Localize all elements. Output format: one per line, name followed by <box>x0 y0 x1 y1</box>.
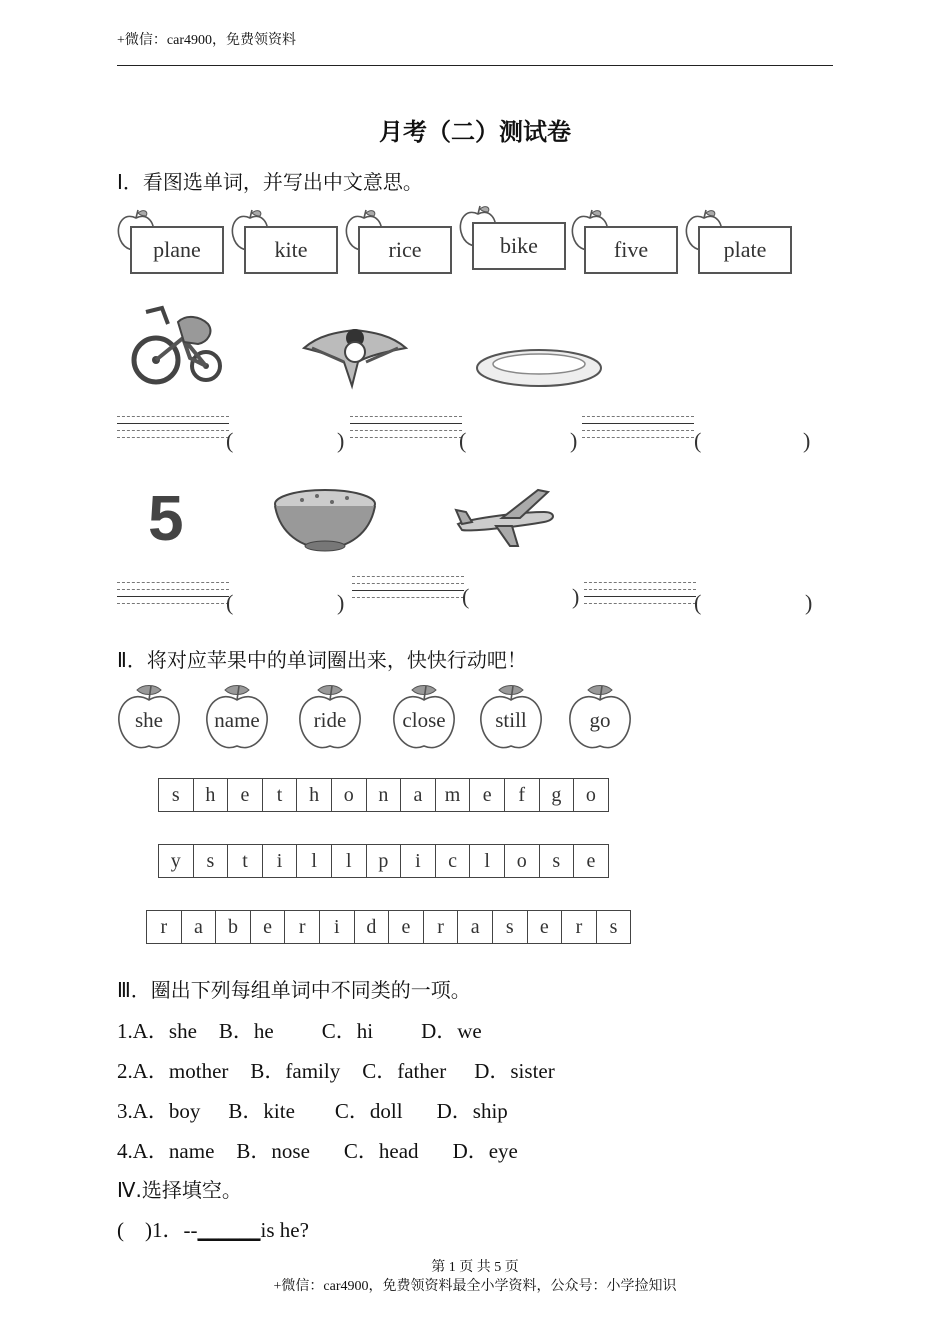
letter-cell[interactable]: e <box>528 910 563 944</box>
question-row-4: 4.A．name B．nose C．head D．eye <box>117 1135 518 1165</box>
paren-close-3: ) <box>803 428 811 453</box>
answer-lines-1[interactable] <box>117 416 229 444</box>
word-card-rice: rice <box>344 208 452 274</box>
letter-grid-2 <box>158 844 609 878</box>
rice-picture <box>272 484 378 554</box>
paren-close-2: ) <box>570 428 578 453</box>
page-title: 月考（二）测试卷 <box>379 118 571 146</box>
letter-cell[interactable]: f <box>505 778 540 812</box>
letter-cell[interactable]: s <box>540 844 575 878</box>
apple-word-ride: ride <box>296 682 364 752</box>
plane-picture <box>452 488 558 550</box>
letter-cell[interactable]: t <box>263 778 298 812</box>
option-c[interactable]: C．doll <box>334 1099 403 1123</box>
letter-cell[interactable]: g <box>540 778 575 812</box>
answer-paren[interactable]: ( ) <box>117 1218 152 1242</box>
plate-picture <box>474 346 604 392</box>
letter-cell[interactable]: r <box>147 910 182 944</box>
letter-cell[interactable]: r <box>562 910 597 944</box>
paren-close-5: ) <box>572 584 580 609</box>
letter-cell[interactable]: h <box>194 778 229 812</box>
letter-cell[interactable]: r <box>424 910 459 944</box>
question-row-2: 2.A．mother B．family C．father D．sister <box>117 1055 555 1085</box>
letter-cell[interactable]: e <box>389 910 424 944</box>
answer-lines-3[interactable] <box>582 416 694 444</box>
letter-cell[interactable]: y <box>159 844 194 878</box>
kite-picture <box>300 318 410 392</box>
option-d[interactable]: D．eye <box>452 1139 518 1163</box>
word-card-bike: bike <box>458 204 566 270</box>
letter-cell[interactable]: d <box>355 910 390 944</box>
section-4-heading: Ⅳ.选择填空。 <box>117 1178 242 1202</box>
paren-open-4: ( <box>226 590 234 615</box>
apple-word-name: name <box>203 682 271 752</box>
section-3-heading: Ⅲ．圈出下列每组单词中不同类的一项。 <box>117 978 471 1002</box>
letter-grid-1 <box>158 778 609 812</box>
footer-note: +微信：car4900，免费领资料最全小学资料，公众号：小学捡知识 <box>273 1279 677 1294</box>
paren-close-6: ) <box>805 590 813 615</box>
letter-cell[interactable]: l <box>332 844 367 878</box>
answer-lines-2[interactable] <box>350 416 462 444</box>
letter-cell[interactable]: p <box>367 844 402 878</box>
page-number: 第 1 页 共 5 页 <box>431 1260 519 1275</box>
question-row-1: 1.A．she B．he C．hi D．we <box>117 1015 482 1045</box>
letter-cell[interactable]: o <box>574 778 609 812</box>
option-c[interactable]: C．head <box>343 1139 419 1163</box>
five-picture: 5 <box>148 482 184 554</box>
option-c[interactable]: C．hi <box>321 1019 374 1043</box>
option-b[interactable]: B．he <box>218 1019 274 1043</box>
question-row-3: 3.A．boy B．kite C．doll D．ship <box>117 1095 508 1125</box>
letter-cell[interactable]: o <box>332 778 367 812</box>
letter-cell[interactable]: s <box>493 910 528 944</box>
paren-open-5: ( <box>462 584 470 609</box>
bike-picture <box>128 298 228 390</box>
letter-cell[interactable]: i <box>320 910 355 944</box>
letter-cell[interactable]: e <box>470 778 505 812</box>
letter-cell[interactable]: a <box>458 910 493 944</box>
answer-blank[interactable]: ______ <box>197 1218 261 1242</box>
header-divider <box>117 65 833 66</box>
letter-cell[interactable]: o <box>505 844 540 878</box>
fill-question-1: ( )1．--______is he? <box>117 1214 309 1244</box>
paren-close-1: ) <box>337 428 345 453</box>
paren-open-1: ( <box>226 428 234 453</box>
apple-word-still: still <box>477 682 545 752</box>
letter-cell[interactable]: t <box>228 844 263 878</box>
letter-cell[interactable]: e <box>228 778 263 812</box>
option-d[interactable]: D．ship <box>436 1099 508 1123</box>
letter-grid-3 <box>146 910 631 944</box>
letter-cell[interactable]: i <box>401 844 436 878</box>
apple-word-go: go <box>566 682 634 752</box>
paren-open-6: ( <box>694 590 702 615</box>
section-1-heading: I．看图选单词，并写出中文意思。 <box>117 170 423 194</box>
letter-cell[interactable]: c <box>436 844 471 878</box>
letter-cell[interactable]: i <box>263 844 298 878</box>
letter-cell[interactable]: s <box>159 778 194 812</box>
apple-word-close: close <box>390 682 458 752</box>
option-b[interactable]: B．kite <box>228 1099 295 1123</box>
apple-word-she: she <box>115 682 183 752</box>
option-b[interactable]: B．family <box>250 1059 341 1083</box>
word-card-plate: plate <box>684 208 792 274</box>
letter-cell[interactable]: a <box>401 778 436 812</box>
letter-cell[interactable]: m <box>436 778 471 812</box>
letter-cell[interactable]: s <box>597 910 632 944</box>
paren-close-4: ) <box>337 590 345 615</box>
letter-cell[interactable]: n <box>367 778 402 812</box>
header-note: +微信：car4900，免费领资料 <box>117 33 296 48</box>
word-card-five: five <box>570 208 678 274</box>
option-d[interactable]: D．sister <box>474 1059 555 1083</box>
option-d[interactable]: D．we <box>421 1019 482 1043</box>
option-a[interactable]: A．mother <box>132 1059 229 1083</box>
letter-cell[interactable]: s <box>194 844 229 878</box>
letter-cell[interactable]: h <box>297 778 332 812</box>
letter-cell[interactable]: a <box>182 910 217 944</box>
option-c[interactable]: C．father <box>362 1059 447 1083</box>
word-card-kite: kite <box>230 208 338 274</box>
option-a[interactable]: A．boy <box>132 1099 201 1123</box>
answer-lines-6[interactable] <box>584 582 696 610</box>
answer-lines-4[interactable] <box>117 582 229 610</box>
option-a[interactable]: A．name <box>132 1139 215 1163</box>
letter-cell[interactable]: l <box>297 844 332 878</box>
letter-cell[interactable]: l <box>470 844 505 878</box>
section-2-heading: Ⅱ．将对应苹果中的单词圈出来，快快行动吧！ <box>117 648 527 672</box>
letter-cell[interactable]: b <box>216 910 251 944</box>
letter-cell[interactable]: r <box>285 910 320 944</box>
option-a[interactable]: A．she <box>132 1019 197 1043</box>
paren-open-3: ( <box>694 428 702 453</box>
paren-open-2: ( <box>459 428 467 453</box>
letter-cell[interactable]: e <box>574 844 609 878</box>
answer-lines-5[interactable] <box>352 576 464 604</box>
option-b[interactable]: B．nose <box>236 1139 310 1163</box>
word-card-plane: plane <box>116 208 224 274</box>
letter-cell[interactable]: e <box>251 910 286 944</box>
